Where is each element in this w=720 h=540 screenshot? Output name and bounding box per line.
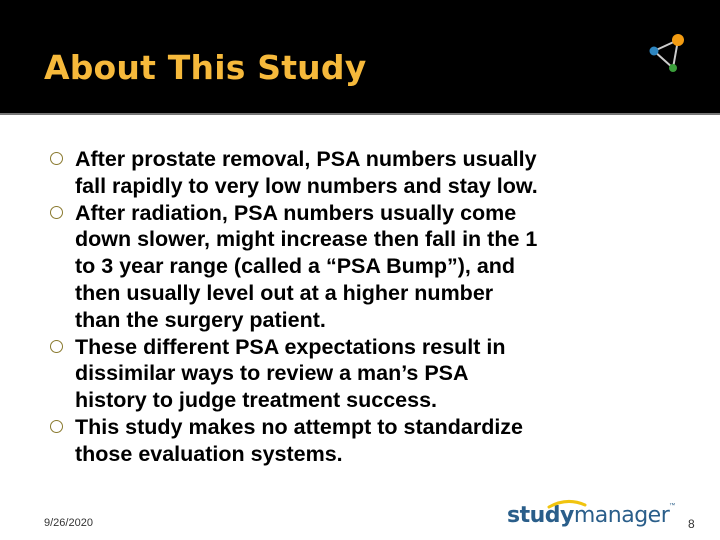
slide-title: About This Study xyxy=(44,48,367,87)
bullet-line: then usually level out at a higher number xyxy=(75,280,494,305)
logo-study-text: study xyxy=(507,503,574,528)
bullet-line: After radiation, PSA numbers usually come xyxy=(75,200,517,225)
bullet-line: These different PSA expectations result in xyxy=(75,334,506,359)
bullet-line: This study makes no attempt to standardize xyxy=(75,414,524,439)
bullet-line: dissimilar ways to review a man’s PSA xyxy=(75,361,469,386)
bullet-item xyxy=(48,414,698,468)
bullet-line: history to judge treatment success. xyxy=(75,388,438,413)
footer-date: 9/26/2020 xyxy=(44,517,93,529)
bullet-item xyxy=(48,334,698,414)
bullet-line: fall rapidly to very low numbers and stay low. xyxy=(75,173,538,198)
bullet-item xyxy=(48,200,698,334)
logo-swoosh-icon xyxy=(547,499,587,509)
circle-bullet-icon xyxy=(50,206,63,219)
page-number: 8 xyxy=(688,517,695,531)
logo-trademark: ™ xyxy=(669,503,676,509)
logo-manager-text: manager xyxy=(573,503,670,528)
circle-bullet-icon xyxy=(50,152,63,165)
bullet-line: those evaluation systems. xyxy=(75,441,343,466)
bullet-line: down slower, might increase then fall in the 1 xyxy=(75,227,538,252)
bullet-line: than the surgery patient. xyxy=(75,307,326,332)
network-nodes-icon xyxy=(642,30,694,78)
title-bar xyxy=(0,0,720,113)
bullet-item xyxy=(48,146,698,200)
bullet-line: to 3 year range (called a “PSA Bump”), and xyxy=(75,254,516,279)
studymanager-logo xyxy=(507,503,675,537)
title-divider xyxy=(0,113,720,115)
bullet-line: After prostate removal, PSA numbers usually xyxy=(75,147,537,171)
bullet-list xyxy=(48,146,698,468)
circle-bullet-icon xyxy=(50,340,63,353)
circle-bullet-icon xyxy=(50,420,63,433)
